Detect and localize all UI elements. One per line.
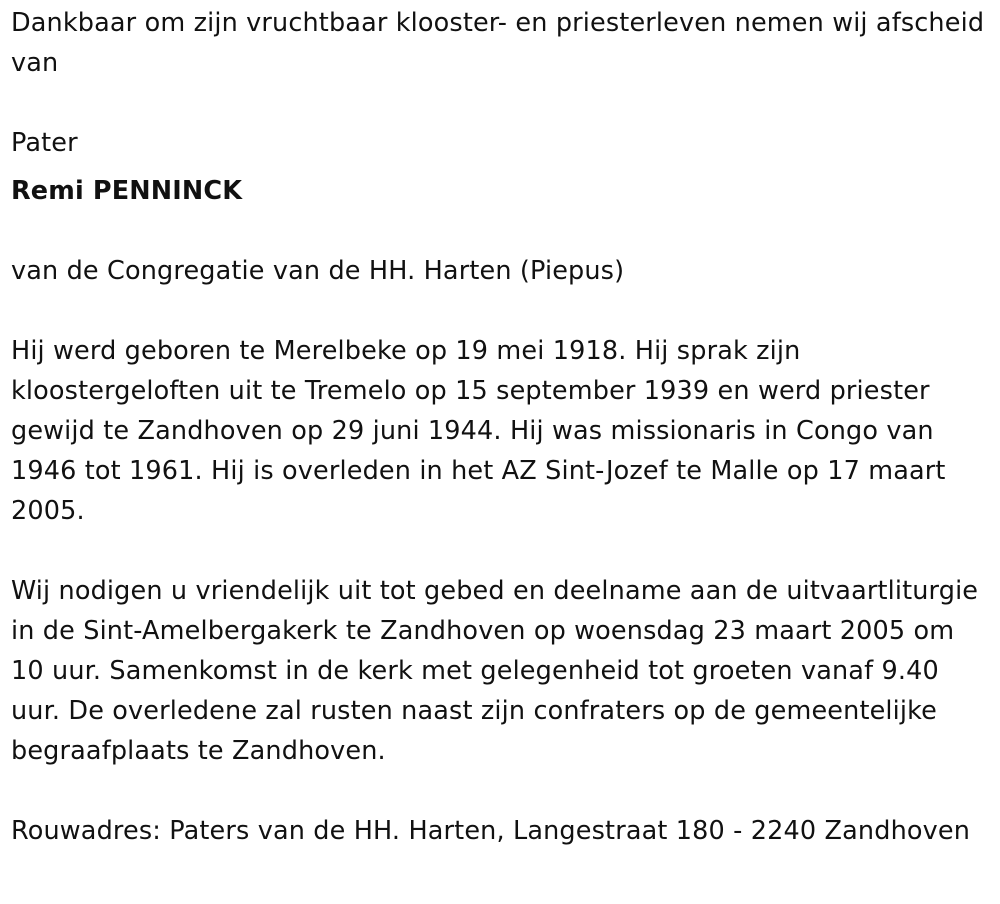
title-prefix: Pater [11,128,78,158]
obituary-notice [11,3,991,851]
biography-paragraph: Hij werd geboren te Merelbeke op 19 mei 1918. Hij sprak zijn kloostergeloften uit te Tremelo op 15 september 1939 en werd priester gewijd te Zandhoven op 29 juni 1944. Hij was missionaris in Congo van 1946 tot 1961. Hij is overleden in het AZ Sint-Jozef te Malle op 17 maart 2005. [11,336,946,526]
spacer [11,531,991,571]
spacer [11,83,991,123]
intro-paragraph: Dankbaar om zijn vruchtbaar klooster- en priesterleven nemen wij afscheid van [11,8,985,78]
congregation-line: van de Congregatie van de HH. Harten (Piepus) [11,256,625,286]
spacer [11,771,991,811]
invitation-paragraph: Wij nodigen u vriendelijk uit tot gebed en deelname aan de uitvaartliturgie in de Sint-Amelbergakerk te Zandhoven op woensdag 23 maart 2005 om 10 uur. Samenkomst in de kerk met gelegenheid tot groeten vanaf 9.40 uur. De overledene zal rusten naast zijn confraters op de gemeentelijke begraafplaats te Zandhoven. [11,576,979,766]
spacer [11,291,991,331]
deceased-name: Remi PENNINCK [11,176,243,206]
spacer [11,211,991,251]
address-paragraph: Rouwadres: Paters van de HH. Harten, Langestraat 180 - 2240 Zandhoven [11,816,971,846]
